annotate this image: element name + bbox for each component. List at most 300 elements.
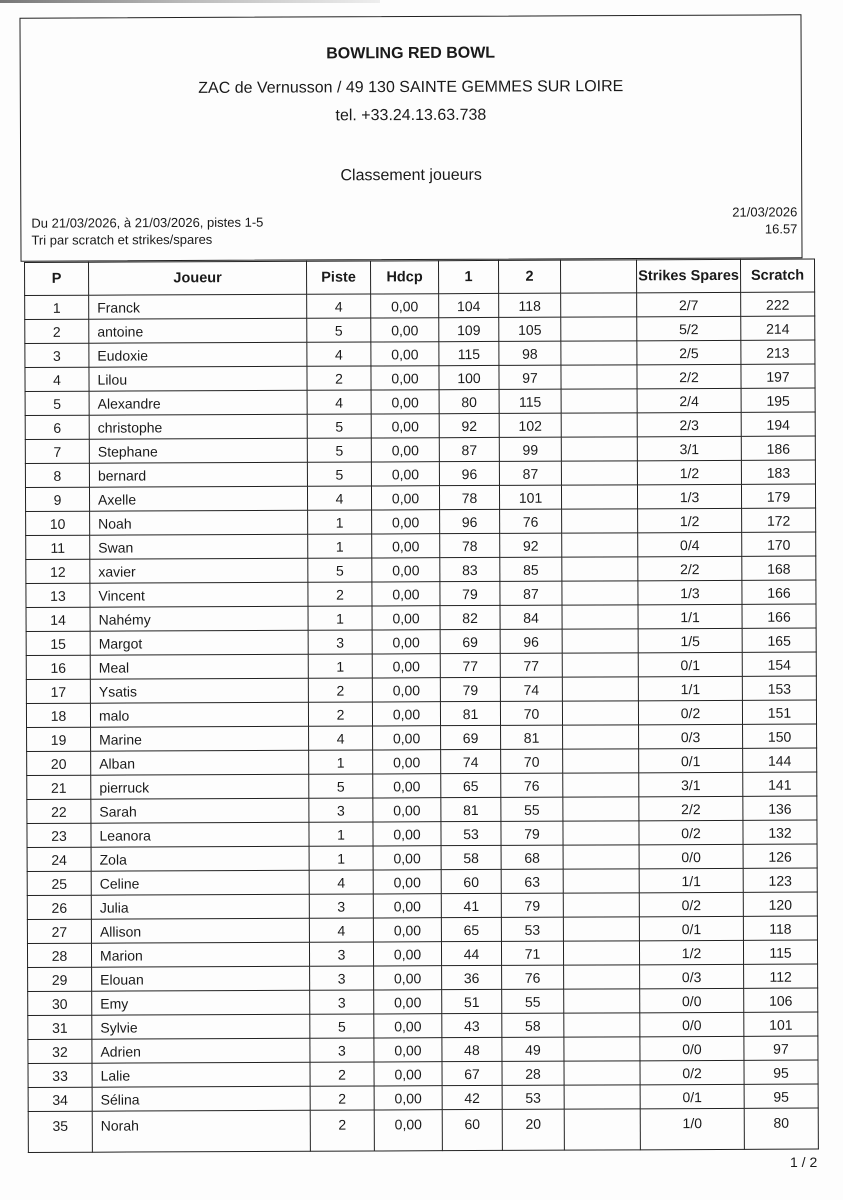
cell-handicap: 0,00 [371,414,439,438]
cell-position: 10 [26,511,90,535]
cell-lane: 5 [307,438,371,462]
cell-handicap: 0,00 [372,630,440,654]
cell-strikes-spares: 5/2 [637,316,741,340]
table-row [25,484,815,511]
cell-scratch: 213 [741,340,815,364]
cell-game1: 65 [441,773,501,797]
cell-game1: 80 [439,389,499,413]
cell-scratch: 80 [744,1108,818,1149]
cell-position: 31 [28,1015,92,1039]
cell-lane: 1 [308,606,372,630]
table-row [27,772,817,799]
cell-scratch: 194 [741,412,815,436]
cell-lane: 3 [310,990,374,1014]
cell-game1: 78 [440,533,500,557]
cell-position: 32 [28,1039,92,1063]
cell-player-name: Emy [92,990,310,1015]
cell-strikes-spares: 1/1 [638,676,742,700]
cell-scratch: 97 [744,1036,818,1060]
table-row [27,892,817,919]
col-header-game1: 1 [438,260,498,293]
cell-blank [561,413,637,437]
cell-scratch: 186 [741,436,815,460]
cell-position: 2 [25,319,89,343]
cell-blank [563,869,639,893]
cell-game2: 53 [502,1085,564,1109]
cell-game2: 84 [500,605,562,629]
cell-game2: 81 [501,725,563,749]
cell-lane: 3 [310,966,374,990]
cell-handicap: 0,00 [373,918,441,942]
table-row [28,1036,818,1063]
cell-position: 14 [26,607,90,631]
cell-handicap: 0,00 [373,726,441,750]
cell-player-name: christophe [89,414,307,439]
cell-game1: 96 [440,509,500,533]
cell-strikes-spares: 0/1 [640,1084,744,1108]
cell-position: 18 [26,703,90,727]
cell-strikes-spares: 0/3 [639,724,743,748]
cell-position: 12 [26,559,90,583]
cell-game2: 55 [501,797,563,821]
cell-game1: 96 [439,461,499,485]
cell-blank [564,1037,640,1061]
cell-player-name: Allison [91,918,309,943]
cell-scratch: 144 [743,748,817,772]
cell-game1: 69 [440,629,500,653]
cell-blank [563,749,639,773]
cell-strikes-spares: 1/1 [639,868,743,892]
cell-blank [564,1013,640,1037]
range-dates: Du 21/03/2026, à 21/03/2026, pistes 1-5 [31,214,264,231]
cell-strikes-spares: 0/1 [638,652,742,676]
cell-game1: 77 [440,653,500,677]
cell-strikes-spares: 2/2 [637,364,741,388]
table-row [26,604,816,631]
cell-strikes-spares: 0/0 [639,844,743,868]
table-header-row [25,259,815,295]
cell-handicap: 0,00 [371,390,439,414]
cell-lane: 2 [308,678,372,702]
cell-strikes-spares: 2/3 [637,412,741,436]
cell-position: 27 [27,919,91,943]
cell-position: 19 [27,727,91,751]
ranking-table [24,259,819,1153]
cell-game1: 87 [439,437,499,461]
cell-lane: 4 [307,486,371,510]
cell-strikes-spares: 0/2 [639,892,743,916]
col-header-lane: Piste [306,261,370,294]
cell-player-name: Celine [91,870,309,895]
cell-strikes-spares: 2/2 [638,556,742,580]
cell-game1: 51 [442,989,502,1013]
cell-game1: 60 [442,1109,502,1150]
cell-scratch: 115 [743,940,817,964]
cell-position: 5 [25,391,89,415]
table-row [26,532,816,559]
cell-player-name: Lilou [89,366,307,391]
print-time: 16.57 [764,221,798,237]
cell-strikes-spares: 0/2 [639,820,743,844]
cell-strikes-spares: 1/0 [640,1108,744,1149]
sort-order: Tri par scratch et strikes/spares [31,231,213,248]
cell-strikes-spares: 0/3 [640,964,744,988]
cell-lane: 4 [309,870,373,894]
cell-position: 30 [28,991,92,1015]
cell-strikes-spares: 1/2 [637,460,741,484]
cell-strikes-spares: 2/4 [637,388,741,412]
page-number: 1 / 2 [790,1154,818,1170]
table-body [25,292,819,1152]
cell-game1: 100 [439,365,499,389]
table-row [25,292,815,319]
cell-game1: 58 [441,845,501,869]
cell-scratch: 183 [741,460,815,484]
table-row [25,436,815,463]
cell-player-name: Lalie [92,1062,310,1087]
cell-blank [562,557,638,581]
cell-strikes-spares: 2/2 [639,796,743,820]
table-row [27,748,817,775]
report-header [19,14,802,261]
cell-scratch: 141 [743,772,817,796]
table-row [28,1108,818,1152]
cell-handicap: 0,00 [374,990,442,1014]
cell-lane: 1 [309,822,373,846]
table-row [26,556,816,583]
cell-strikes-spares: 1/2 [638,508,742,532]
cell-handicap: 0,00 [373,894,441,918]
cell-handicap: 0,00 [372,654,440,678]
cell-game2: 85 [500,557,562,581]
cell-lane: 1 [308,510,372,534]
cell-player-name: Elouan [92,966,310,991]
cell-scratch: 101 [744,1012,818,1036]
cell-game2: 98 [499,341,561,365]
cell-blank [564,1085,640,1109]
cell-game2: 68 [501,845,563,869]
cell-player-name: Swan [90,534,308,559]
cell-game2: 53 [501,917,563,941]
col-header-game2: 2 [498,260,560,293]
cell-player-name: Vincent [90,582,308,607]
cell-position: 11 [26,535,90,559]
cell-game1: 67 [442,1061,502,1085]
cell-handicap: 0,00 [374,1062,442,1086]
cell-lane: 5 [308,558,372,582]
col-header-scratch: Scratch [740,259,814,292]
cell-blank [563,845,639,869]
cell-lane: 4 [309,726,373,750]
cell-lane: 3 [308,630,372,654]
table-row [27,940,817,967]
cell-handicap: 0,00 [372,534,440,558]
cell-lane: 4 [309,918,373,942]
cell-handicap: 0,00 [373,822,441,846]
cell-strikes-spares: 0/0 [640,1036,744,1060]
cell-game1: 79 [440,677,500,701]
col-header-blank [560,260,636,293]
table-row [26,676,816,703]
table-row [28,1060,818,1087]
cell-position: 22 [27,799,91,823]
table-row [25,388,815,415]
cell-strikes-spares: 1/1 [638,604,742,628]
cell-blank [562,653,638,677]
cell-lane: 1 [309,846,373,870]
cell-player-name: Marion [91,942,309,967]
cell-handicap: 0,00 [373,750,441,774]
cell-strikes-spares: 0/4 [638,532,742,556]
cell-game2: 77 [500,653,562,677]
cell-blank [562,533,638,557]
cell-blank [562,605,638,629]
cell-lane: 1 [309,750,373,774]
cell-player-name: Julia [91,894,309,919]
cell-position: 23 [27,823,91,847]
cell-game2: 79 [501,893,563,917]
cell-strikes-spares: 1/2 [639,940,743,964]
table-row [26,652,816,679]
cell-game1: 60 [441,869,501,893]
cell-scratch: 153 [742,676,816,700]
cell-game2: 115 [499,389,561,413]
cell-blank [562,701,638,725]
cell-scratch: 197 [741,364,815,388]
cell-position: 21 [27,775,91,799]
cell-game2: 74 [500,677,562,701]
cell-lane: 2 [310,1110,374,1151]
cell-blank [562,509,638,533]
cell-player-name: Stephane [89,438,307,463]
cell-scratch: 179 [741,484,815,508]
cell-strikes-spares: 1/3 [638,580,742,604]
cell-game2: 55 [502,989,564,1013]
cell-player-name: Sarah [91,798,309,823]
cell-position: 8 [25,463,89,487]
table-row [25,412,815,439]
cell-scratch: 150 [743,724,817,748]
cell-player-name: Eudoxie [89,342,307,367]
cell-lane: 5 [310,1014,374,1038]
cell-blank [564,1061,640,1085]
cell-strikes-spares: 3/1 [637,436,741,460]
cell-handicap: 0,00 [373,870,441,894]
cell-lane: 2 [308,582,372,606]
ranking-table-wrap [24,259,816,1153]
cell-game1: 109 [439,317,499,341]
col-header-player: Joueur [89,261,307,295]
cell-strikes-spares: 2/7 [637,292,741,316]
cell-player-name: Ysatis [90,678,308,703]
cell-blank [563,773,639,797]
cell-handicap: 0,00 [374,966,442,990]
cell-player-name: Axelle [89,486,307,511]
cell-blank [563,725,639,749]
cell-handicap: 0,00 [371,462,439,486]
cell-lane: 5 [309,774,373,798]
cell-position: 9 [25,487,89,511]
cell-lane: 4 [307,294,371,318]
cell-game2: 87 [500,581,562,605]
table-row [28,988,818,1015]
cell-game2: 102 [499,413,561,437]
cell-game1: 44 [441,941,501,965]
cell-position: 28 [27,943,91,967]
cell-lane: 5 [307,414,371,438]
cell-strikes-spares: 2/5 [637,340,741,364]
cell-lane: 1 [308,534,372,558]
cell-game1: 74 [441,749,501,773]
table-row [27,724,817,751]
cell-player-name: Marine [91,726,309,751]
cell-handicap: 0,00 [374,1086,442,1110]
cell-position: 4 [25,367,89,391]
cell-handicap: 0,00 [374,1110,442,1151]
cell-game1: 36 [442,965,502,989]
cell-player-name: Norah [92,1110,310,1152]
cell-position: 7 [25,439,89,463]
cell-blank [561,317,637,341]
cell-player-name: Sélina [92,1086,310,1111]
cell-lane: 2 [310,1062,374,1086]
cell-game2: 63 [501,869,563,893]
col-header-strikes-spares: Strikes Spares [636,259,740,292]
cell-blank [562,677,638,701]
cell-player-name: Adrien [92,1038,310,1063]
cell-handicap: 0,00 [371,438,439,462]
cell-scratch: 112 [744,964,818,988]
cell-game2: 79 [501,821,563,845]
cell-game1: 83 [440,557,500,581]
cell-lane: 1 [308,654,372,678]
cell-blank [561,389,637,413]
cell-handicap: 0,00 [371,366,439,390]
cell-game1: 42 [442,1085,502,1109]
cell-strikes-spares: 0/1 [639,748,743,772]
cell-game1: 81 [440,701,500,725]
cell-position: 29 [28,967,92,991]
cell-position: 16 [26,655,90,679]
cell-player-name: bernard [89,462,307,487]
cell-blank [564,965,640,989]
cell-blank [561,341,637,365]
cell-player-name: xavier [90,558,308,583]
cell-game2: 87 [499,461,561,485]
cell-blank [563,797,639,821]
cell-blank [562,581,638,605]
cell-strikes-spares: 0/0 [640,1012,744,1036]
table-row [27,916,817,943]
cell-scratch: 132 [743,820,817,844]
cell-handicap: 0,00 [373,798,441,822]
cell-blank [561,485,637,509]
print-date: 21/03/2026 [732,204,798,220]
cell-game2: 96 [500,629,562,653]
cell-handicap: 0,00 [371,486,439,510]
cell-player-name: Meal [90,654,308,679]
cell-game1: 115 [439,341,499,365]
cell-player-name: Franck [89,294,307,319]
cell-game1: 48 [442,1037,502,1061]
cell-game1: 92 [439,413,499,437]
cell-handicap: 0,00 [372,678,440,702]
cell-scratch: 123 [743,868,817,892]
cell-player-name: Zola [91,846,309,871]
venue-name: BOWLING RED BOWL [326,44,496,63]
cell-game2: 20 [502,1109,564,1150]
table-row [25,340,815,367]
cell-lane: 5 [307,318,371,342]
table-row [26,628,816,655]
cell-strikes-spares: 1/3 [637,484,741,508]
cell-game2: 71 [501,941,563,965]
cell-handicap: 0,00 [374,1038,442,1062]
cell-lane: 3 [309,798,373,822]
table-row [28,964,818,991]
cell-player-name: Alexandre [89,390,307,415]
cell-game1: 82 [440,605,500,629]
table-row [26,508,816,535]
cell-game2: 49 [502,1037,564,1061]
scan-edge [0,0,380,3]
cell-blank [563,917,639,941]
cell-game2: 76 [500,509,562,533]
venue-address: ZAC de Vernusson / 49 130 SAINTE GEMMES SUR LOIRE [198,78,624,97]
cell-scratch: 95 [744,1060,818,1084]
table-row [27,796,817,823]
cell-lane: 4 [307,390,371,414]
cell-scratch: 154 [742,652,816,676]
cell-game2: 118 [499,293,561,317]
cell-scratch: 151 [742,700,816,724]
cell-game2: 70 [501,749,563,773]
cell-player-name: Sylvie [92,1014,310,1039]
cell-position: 13 [26,583,90,607]
cell-scratch: 95 [744,1084,818,1108]
cell-game1: 104 [439,293,499,317]
cell-game1: 65 [441,917,501,941]
cell-game1: 81 [441,797,501,821]
cell-scratch: 166 [742,580,816,604]
col-header-position: P [25,262,89,295]
cell-blank [563,821,639,845]
cell-game2: 99 [499,437,561,461]
cell-scratch: 222 [741,292,815,316]
cell-blank [561,437,637,461]
cell-player-name: Alban [91,750,309,775]
cell-lane: 3 [309,942,373,966]
cell-position: 25 [27,871,91,895]
report-range [31,214,263,249]
cell-game2: 28 [502,1061,564,1085]
cell-scratch: 214 [741,316,815,340]
cell-position: 20 [27,751,91,775]
cell-handicap: 0,00 [372,702,440,726]
cell-strikes-spares: 0/1 [639,916,743,940]
cell-position: 1 [25,295,89,319]
table-row [25,364,815,391]
cell-blank [564,1109,640,1150]
table-row [26,700,816,727]
cell-position: 33 [28,1063,92,1087]
cell-strikes-spares: 0/2 [638,700,742,724]
cell-game2: 92 [500,533,562,557]
table-row [28,1084,818,1111]
cell-scratch: 120 [743,892,817,916]
cell-blank [564,989,640,1013]
cell-position: 6 [25,415,89,439]
